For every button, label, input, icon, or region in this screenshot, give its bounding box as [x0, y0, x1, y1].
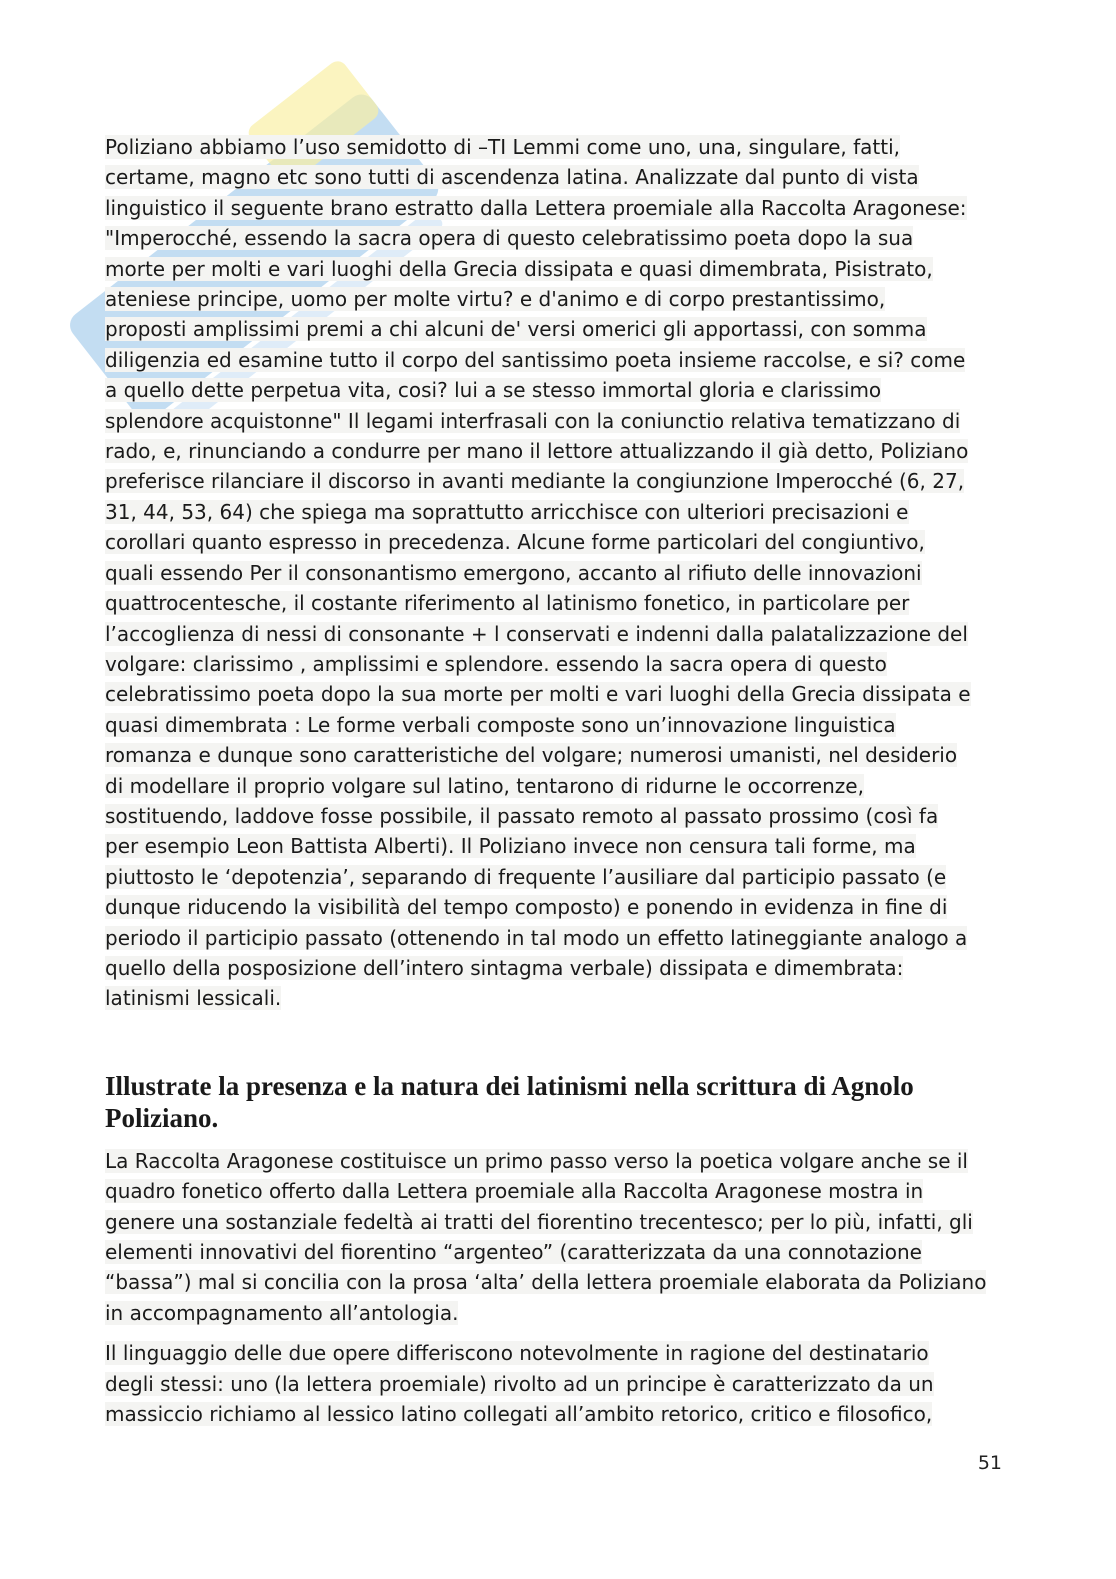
text-line-content: ateniese principe, uomo per molte virtu? e d'animo e di corpo prestantissimo,: [105, 287, 886, 312]
text-line: [105, 983, 1005, 1013]
text-line: [105, 710, 1005, 740]
text-line: [105, 558, 1005, 588]
text-line: [105, 771, 1005, 801]
text-line: [105, 953, 1005, 983]
text-line: [105, 375, 1005, 405]
text-line-content: morte per molti e vari luoghi della Grecia dissipata e quasi dimembrata, Pisistrato,: [105, 256, 933, 281]
text-line-content: genere una sostanziale fedeltà ai tratti del fiorentino trecentesco; per lo più, infatti, gli: [105, 1209, 973, 1234]
text-line-content: proposti amplissimi premi a chi alcuni de' versi omerici gli apportassi, con somma: [105, 317, 927, 342]
body-paragraph-3: [105, 1338, 1005, 1429]
text-line-content: Il linguaggio delle due opere differiscono notevolmente in ragione del destinatario: [105, 1341, 929, 1366]
text-line: [105, 132, 1005, 162]
text-line-content: volgare: clarissimo , amplissimi e splendore. essendo la sacra opera di questo: [105, 651, 887, 676]
text-line-content: diligenzia ed esamine tutto il corpo del santissimo poeta insieme raccolse, e si? come: [105, 347, 966, 372]
text-line-content: splendore acquistonne" Il legami interfrasali con la coniunctio relativa tematizzano di: [105, 408, 961, 433]
text-line: [105, 679, 1005, 709]
text-line: [105, 649, 1005, 679]
text-line-content: quasi dimembrata : Le forme verbali composte sono un’innovazione linguistica: [105, 712, 896, 737]
text-line: [105, 892, 1005, 922]
text-line-content: romanza e dunque sono caratteristiche del volgare; numerosi umanisti, nel desiderio: [105, 743, 958, 768]
text-line-content: Poliziano.: [105, 1102, 219, 1133]
body-paragraph-2: [105, 1146, 1005, 1328]
text-line-content: rado, e, rinunciando a condurre per mano il lettore attualizzando il già detto, Poliziano: [105, 439, 969, 464]
text-line-content: corollari quanto espresso in precedenza. Alcune forme particolari del congiuntivo,: [105, 530, 925, 555]
text-line: [105, 345, 1005, 375]
text-line-content: per esempio Leon Battista Alberti). Il Poliziano invece non censura tali forme, ma: [105, 834, 916, 859]
text-line-content: quadro fonetico offerto dalla Lettera proemiale alla Raccolta Aragonese mostra in: [105, 1179, 924, 1204]
text-line: [105, 497, 1005, 527]
text-line-content: sostituendo, laddove fosse possibile, il passato remoto al passato prossimo (così fa: [105, 803, 939, 828]
text-line-content: quello della posposizione dell’intero sintagma verbale) dissipata e dimembrata:: [105, 955, 904, 980]
text-line: [105, 436, 1005, 466]
text-line: [105, 284, 1005, 314]
text-line-content: Poliziano abbiamo l’uso semidotto di –TI Lemmi come uno, una, singulare, fatti,: [105, 135, 900, 159]
text-line-content: linguistico il seguente brano estratto dalla Lettera proemiale alla Raccolta Aragonese:: [105, 195, 967, 220]
text-line: [105, 1369, 1005, 1399]
text-line: [105, 406, 1005, 436]
text-line: [105, 1070, 1005, 1102]
text-line-content: preferisce rilanciare il discorso in avanti mediante la congiunzione Imperocché (6, 27,: [105, 469, 965, 494]
text-line-content: degli stessi: uno (la lettera proemiale) rivolto ad un principe è caratterizzato da un: [105, 1371, 934, 1396]
text-line: [105, 1146, 1005, 1176]
text-line-content: piuttosto le ‘depotenzia’, separando di frequente l’ausiliare dal participio passato (e: [105, 864, 947, 889]
text-line: [105, 527, 1005, 557]
text-line-content: periodo il participio passato (ottenendo in tal modo un effetto latineggiante analogo a: [105, 925, 968, 950]
text-line: [105, 1298, 1005, 1328]
text-line: [105, 466, 1005, 496]
text-line-content: latinismi lessicali.: [105, 986, 282, 1011]
text-line: [105, 314, 1005, 344]
text-line-content: a quello dette perpetua vita, cosi? lui a se stesso immortal gloria e clarissimo: [105, 378, 882, 403]
text-line: [105, 619, 1005, 649]
text-line-content: massiccio richiamo al lessico latino collegati all’ambito retorico, critico e filosofico,: [105, 1402, 933, 1427]
text-line: [105, 193, 1005, 223]
text-line-content: 31, 44, 53, 64) che spiega ma soprattutto arricchisce con ulteriori precisazioni e: [105, 499, 909, 524]
text-line-content: La Raccolta Aragonese costituisce un primo passo verso la poetica volgare anche se il: [105, 1148, 968, 1173]
text-line: [105, 1176, 1005, 1206]
text-line-content: elementi innovativi del fiorentino “argenteo” (caratterizzata da una connotazione: [105, 1240, 922, 1264]
text-line-content: “bassa”) mal si concilia con la prosa ‘alta’ della lettera proemiale elaborata da Poliziano: [105, 1270, 987, 1295]
document-page: [105, 132, 1005, 1429]
section-heading: [105, 1070, 1005, 1134]
body-paragraph-1: [105, 132, 1005, 1014]
text-line: [105, 923, 1005, 953]
page-number: 51: [977, 1452, 1002, 1474]
text-line-content: Illustrate la presenza e la natura dei latinismi nella scrittura di Agnolo: [105, 1070, 914, 1101]
text-line-content: quattrocentesche, il costante riferimento al latinismo fonetico, in particolare per: [105, 591, 910, 616]
text-line: [105, 1338, 1005, 1368]
text-line-content: in accompagnamento all’antologia.: [105, 1300, 459, 1325]
text-line-content: "Imperocché, essendo la sacra opera di questo celebratissimo poeta dopo la sua: [105, 226, 914, 251]
text-line: [105, 254, 1005, 284]
text-line: [105, 1399, 1005, 1429]
text-line-content: l’accoglienza di nessi di consonante + l conservati e indenni dalla palatalizzazione del: [105, 621, 968, 646]
text-line: [105, 862, 1005, 892]
text-line-content: di modellare il proprio volgare sul latino, tentarono di ridurne le occorrenze,: [105, 773, 864, 798]
text-line: [105, 223, 1005, 253]
text-line-content: celebratissimo poeta dopo la sua morte per molti e vari luoghi della Grecia dissipata e: [105, 682, 971, 707]
text-line: [105, 801, 1005, 831]
text-line: [105, 740, 1005, 770]
text-line-content: dunque riducendo la visibilità del tempo composto) e ponendo in evidenza in fine di: [105, 895, 948, 920]
text-line: [105, 1267, 1005, 1297]
text-line-content: quali essendo Per il consonantismo emergono, accanto al rifiuto delle innovazioni: [105, 560, 922, 585]
text-line: [105, 1207, 1005, 1237]
text-line-content: certame, magno etc sono tutti di ascendenza latina. Analizzate dal punto di vista: [105, 165, 919, 190]
text-line: [105, 1102, 1005, 1134]
text-line: [105, 831, 1005, 861]
text-line: [105, 1237, 1005, 1267]
text-line: [105, 588, 1005, 618]
text-line: [105, 162, 1005, 192]
